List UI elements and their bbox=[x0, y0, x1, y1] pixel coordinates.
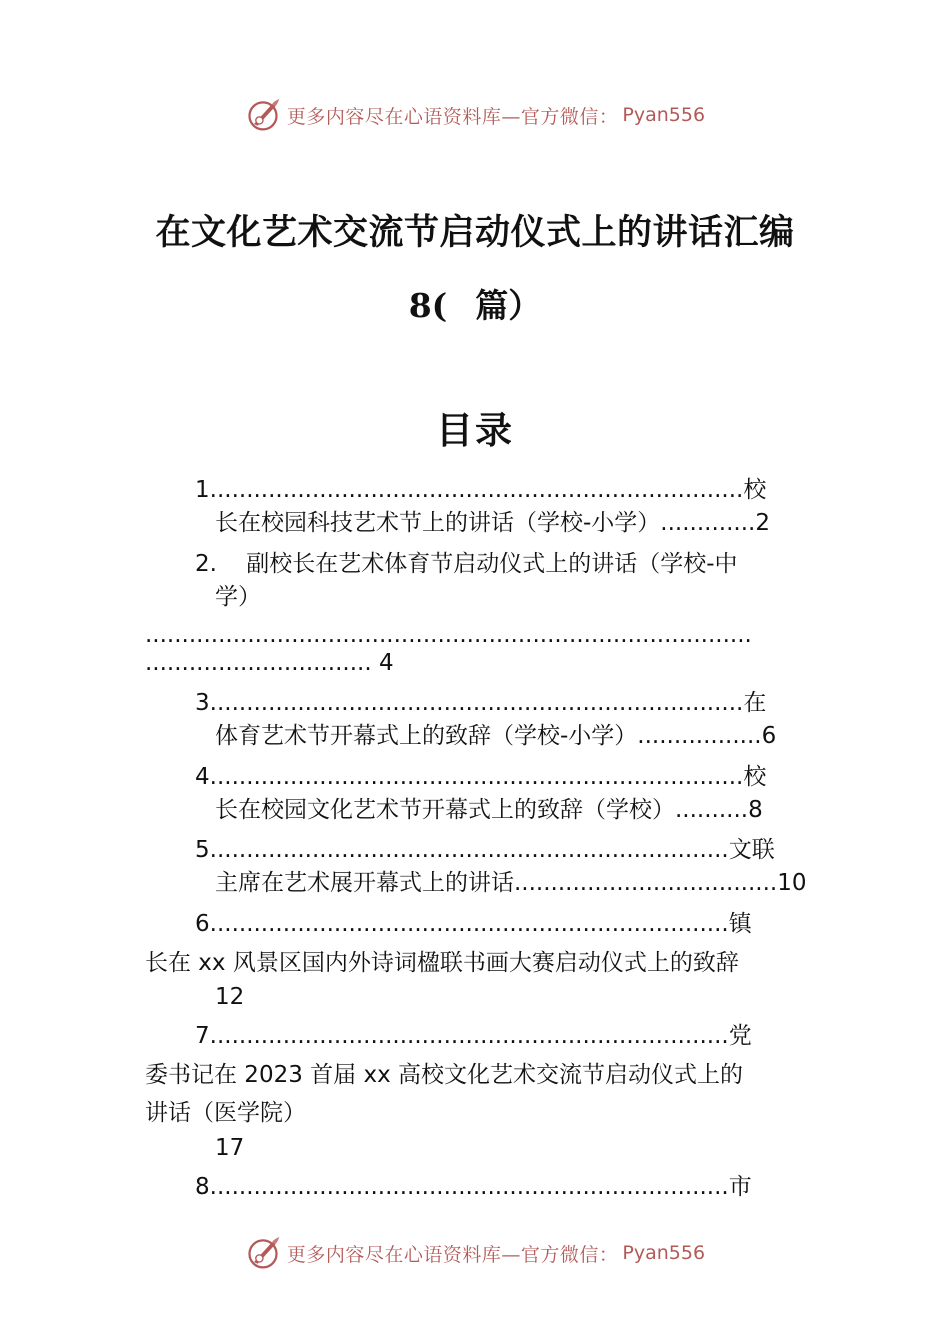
toc-heading: 目录 bbox=[436, 408, 514, 452]
toc-line: 4.........................................................................校 bbox=[195, 764, 767, 790]
toc-line: ............................... 4 bbox=[145, 650, 394, 676]
watermark-text: 更多内容尽在心语资料库—官方微信： bbox=[286, 1243, 619, 1266]
toc-line: 12 bbox=[215, 984, 245, 1010]
subtitle-word: 篇） bbox=[475, 286, 542, 325]
document-subtitle bbox=[0, 280, 950, 327]
watermark-wechat-id: Pyan556 bbox=[622, 104, 706, 126]
toc-line: 2. 副校长在艺术体育节启动仪式上的讲话（学校-中 bbox=[195, 551, 738, 577]
toc-line: 体育艺术节开幕式上的致辞（学校-小学）.................6 bbox=[215, 723, 777, 749]
watermark-header bbox=[0, 95, 950, 135]
toc-line: 讲话（医学院） bbox=[145, 1100, 306, 1126]
toc-line: ................................................................................... bbox=[145, 622, 752, 648]
quill-logo-icon bbox=[245, 97, 281, 133]
toc-line: 1.........................................................................校 bbox=[195, 477, 767, 503]
toc-line: 长在校园科技艺术节上的讲话（学校-小学）.............2 bbox=[215, 510, 770, 536]
watermark-wechat-id: Pyan556 bbox=[622, 1242, 706, 1264]
quill-logo-icon bbox=[245, 1235, 281, 1271]
toc-line: 学） bbox=[215, 584, 261, 610]
toc-line: 7.......................................................................党 bbox=[195, 1023, 752, 1049]
toc-line: 委书记在 2023 首届 xx 高校文化艺术交流节启动仪式上的 bbox=[145, 1062, 743, 1088]
subtitle-count: 8( bbox=[408, 286, 448, 325]
toc-line: 3.........................................................................在 bbox=[195, 690, 767, 716]
toc-line: 17 bbox=[215, 1135, 245, 1161]
toc-line: 主席在艺术展开幕式上的讲话....................................10 bbox=[215, 870, 807, 896]
document-title: 在文化艺术交流节启动仪式上的讲话汇编 bbox=[155, 212, 795, 253]
toc-line: 长在 xx 风景区国内外诗词楹联书画大赛启动仪式上的致辞 bbox=[145, 950, 739, 976]
toc-line: 6.......................................................................镇 bbox=[195, 911, 752, 937]
toc-line: 长在校园文化艺术节开幕式上的致辞（学校）..........8 bbox=[215, 797, 763, 823]
watermark-text: 更多内容尽在心语资料库—官方微信： bbox=[286, 105, 619, 128]
watermark-footer bbox=[0, 1233, 950, 1273]
toc-line: 8.......................................................................市 bbox=[195, 1174, 752, 1200]
toc-line: 5.......................................................................文联 bbox=[195, 837, 775, 863]
